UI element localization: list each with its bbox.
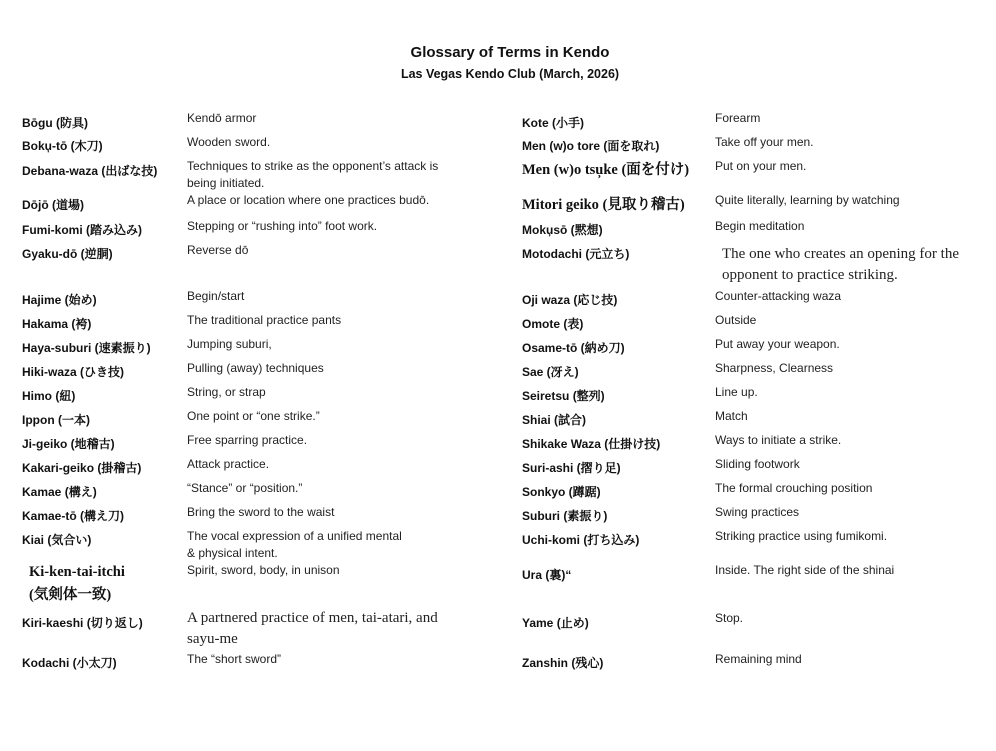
term-gyaku-do: Gyaku-dō (逆胴)	[22, 247, 113, 261]
definition-gyaku-do: Reverse dō	[187, 243, 249, 257]
definition-himo: String, or strap	[187, 385, 266, 399]
definition-ji-geiko: Free sparring practice.	[187, 433, 308, 447]
definition-kodachi: The “short sword”	[187, 652, 282, 666]
term-kote: Kote (小手)	[522, 116, 584, 130]
term-debana-waza: Debana-waza (出ばな技)	[22, 164, 158, 178]
definition-hakama: The traditional practice pants	[187, 313, 342, 327]
term-sonkyo: Sonkyo (蹲踞)	[522, 485, 601, 499]
definition-debana-waza	[187, 158, 438, 191]
definition-shiai: Match	[715, 409, 748, 423]
term-sae: Sae (冴え)	[522, 365, 579, 379]
definition-kamae: “Stance” or “position.”	[187, 481, 303, 495]
term-mitori-geiko: Mitori geiko (見取り稽古)	[522, 197, 685, 213]
term-mokuso: Moku̦sō (黙想)	[522, 223, 603, 237]
definition-hajime: Begin/start	[187, 289, 245, 303]
definition-boku-to: Wooden sword.	[187, 135, 271, 149]
definition-uchi-komi: Striking practice using fumikomi.	[715, 529, 888, 543]
definition-mitori-geiko: Quite literally, learning by watching	[715, 193, 900, 207]
definition-men-o-tore: Take off your men.	[715, 135, 814, 149]
definition-kamae-to: Bring the sword to the waist	[187, 505, 335, 519]
term-boku-to: Boku̦-tō (木刀)	[22, 139, 103, 153]
term-ura: Ura (裏)“	[522, 568, 572, 582]
definition-line: The vocal expression of a unified mental	[187, 529, 402, 543]
term-omote: Omote (表)	[522, 317, 584, 331]
definition-line: A partnered practice of men, tai-atari, and	[187, 610, 438, 626]
definition-line: sayu-me	[187, 631, 238, 647]
term-motodachi: Motodachi (元立ち)	[522, 247, 630, 261]
definition-kote: Forearm	[715, 111, 761, 125]
definition-seiretsu: Line up.	[715, 385, 758, 399]
term-oji-waza: Oji waza (応じ技)	[522, 293, 618, 307]
term-line: Ki-ken-tai-itchi	[29, 564, 125, 580]
definition-dojo: A place or location where one practices budō.	[187, 193, 430, 207]
term-shiai: Shiai (試合)	[522, 413, 587, 427]
term-men-o-tore: Men (w)o tore (面を取れ)	[522, 139, 660, 153]
definition-sae: Sharpness, Clearness	[715, 361, 834, 375]
definition-hiki-waza: Pulling (away) techniques	[187, 361, 324, 375]
term-fumi-komi: Fumi-komi (踏み込み)	[22, 223, 142, 237]
term-osame-to: Osame-tō (納め刀)	[522, 341, 625, 355]
definition-haya-suburi: Jumping suburi,	[187, 337, 272, 351]
definition-shikake-waza: Ways to initiate a strike.	[715, 433, 842, 447]
term-zanshin: Zanshin (残心)	[522, 656, 604, 670]
definition-osame-to: Put away your weapon.	[715, 337, 840, 351]
definition-line: The one who creates an opening for the	[722, 246, 959, 262]
term-uchi-komi: Uchi-komi (打ち込み)	[522, 533, 640, 547]
definition-line: Techniques to strike as the opponent’s attack is	[187, 159, 439, 173]
page-title: Glossary of Terms in Kendo	[410, 44, 610, 61]
definition-kakari-geiko: Attack practice.	[187, 457, 270, 471]
definition-omote: Outside	[715, 313, 757, 327]
page-subtitle: Las Vegas Kendo Club (March, 2026)	[400, 67, 620, 81]
term-men-o-tsuke: Men (w)o tsu̦ke (面を付け)	[522, 162, 690, 178]
term-kakari-geiko: Kakari-geiko (掛稽古)	[22, 461, 142, 475]
term-kiri-kaeshi: Kiri-kaeshi (切り返し)	[22, 616, 143, 630]
term-suburi: Suburi (素振り)	[522, 509, 608, 523]
definition-bogu: Kendō armor	[187, 111, 257, 125]
term-kodachi: Kodachi (小太刀)	[22, 656, 117, 670]
term-hajime: Hajime (始め)	[22, 293, 97, 307]
definition-mokuso: Begin meditation	[715, 219, 805, 233]
term-hiki-waza: Hiki-waza (ひき技)	[22, 365, 125, 379]
definition-kiri-kaeshi	[187, 608, 438, 650]
term-line: (気剣体一致)	[29, 587, 112, 603]
definition-oji-waza: Counter-attacking waza	[715, 289, 842, 303]
term-ki-ken-tai-itchi	[29, 563, 125, 605]
term-shikake-waza: Shikake Waza (仕掛け技)	[522, 437, 661, 451]
term-yame: Yame (止め)	[522, 616, 589, 630]
definition-ki-ken-tai-itchi: Spirit, sword, body, in unison	[187, 563, 340, 577]
term-kiai: Kiai (気合い)	[22, 533, 92, 547]
term-bogu: Bōgu (防具)	[22, 116, 88, 130]
definition-ippon: One point or “one strike.”	[187, 409, 320, 423]
definition-suburi: Swing practices	[715, 505, 800, 519]
definition-sonkyo: The formal crouching position	[715, 481, 873, 495]
definition-line: opponent to practice striking.	[722, 267, 898, 283]
term-kamae-to: Kamae-tō (構え刀)	[22, 509, 125, 523]
definition-line: & physical intent.	[187, 545, 278, 560]
definition-line: being initiated.	[187, 175, 265, 190]
definition-ura: Inside. The right side of the shinai	[715, 563, 895, 577]
term-kamae: Kamae (構え)	[22, 485, 97, 499]
term-suri-ashi: Suri-ashi (摺り足)	[522, 461, 621, 475]
definition-zanshin: Remaining mind	[715, 652, 802, 666]
definition-suri-ashi: Sliding footwork	[715, 457, 800, 471]
term-himo: Himo (紐)	[22, 389, 76, 403]
term-ji-geiko: Ji-geiko (地稽古)	[22, 437, 115, 451]
term-dojo: Dōjō (道場)	[22, 198, 84, 212]
term-hakama: Hakama (袴)	[22, 317, 92, 331]
term-haya-suburi: Haya-suburi (速素振り)	[22, 341, 151, 355]
definition-kiai	[187, 528, 402, 561]
term-seiretsu: Seiretsu (整列)	[522, 389, 605, 403]
definition-motodachi	[722, 244, 959, 286]
definition-yame: Stop.	[715, 611, 744, 625]
definition-men-o-tsuke: Put on your men.	[715, 159, 807, 173]
definition-fumi-komi: Stepping or “rushing into” foot work.	[187, 219, 378, 233]
term-ippon: Ippon (一本)	[22, 413, 90, 427]
